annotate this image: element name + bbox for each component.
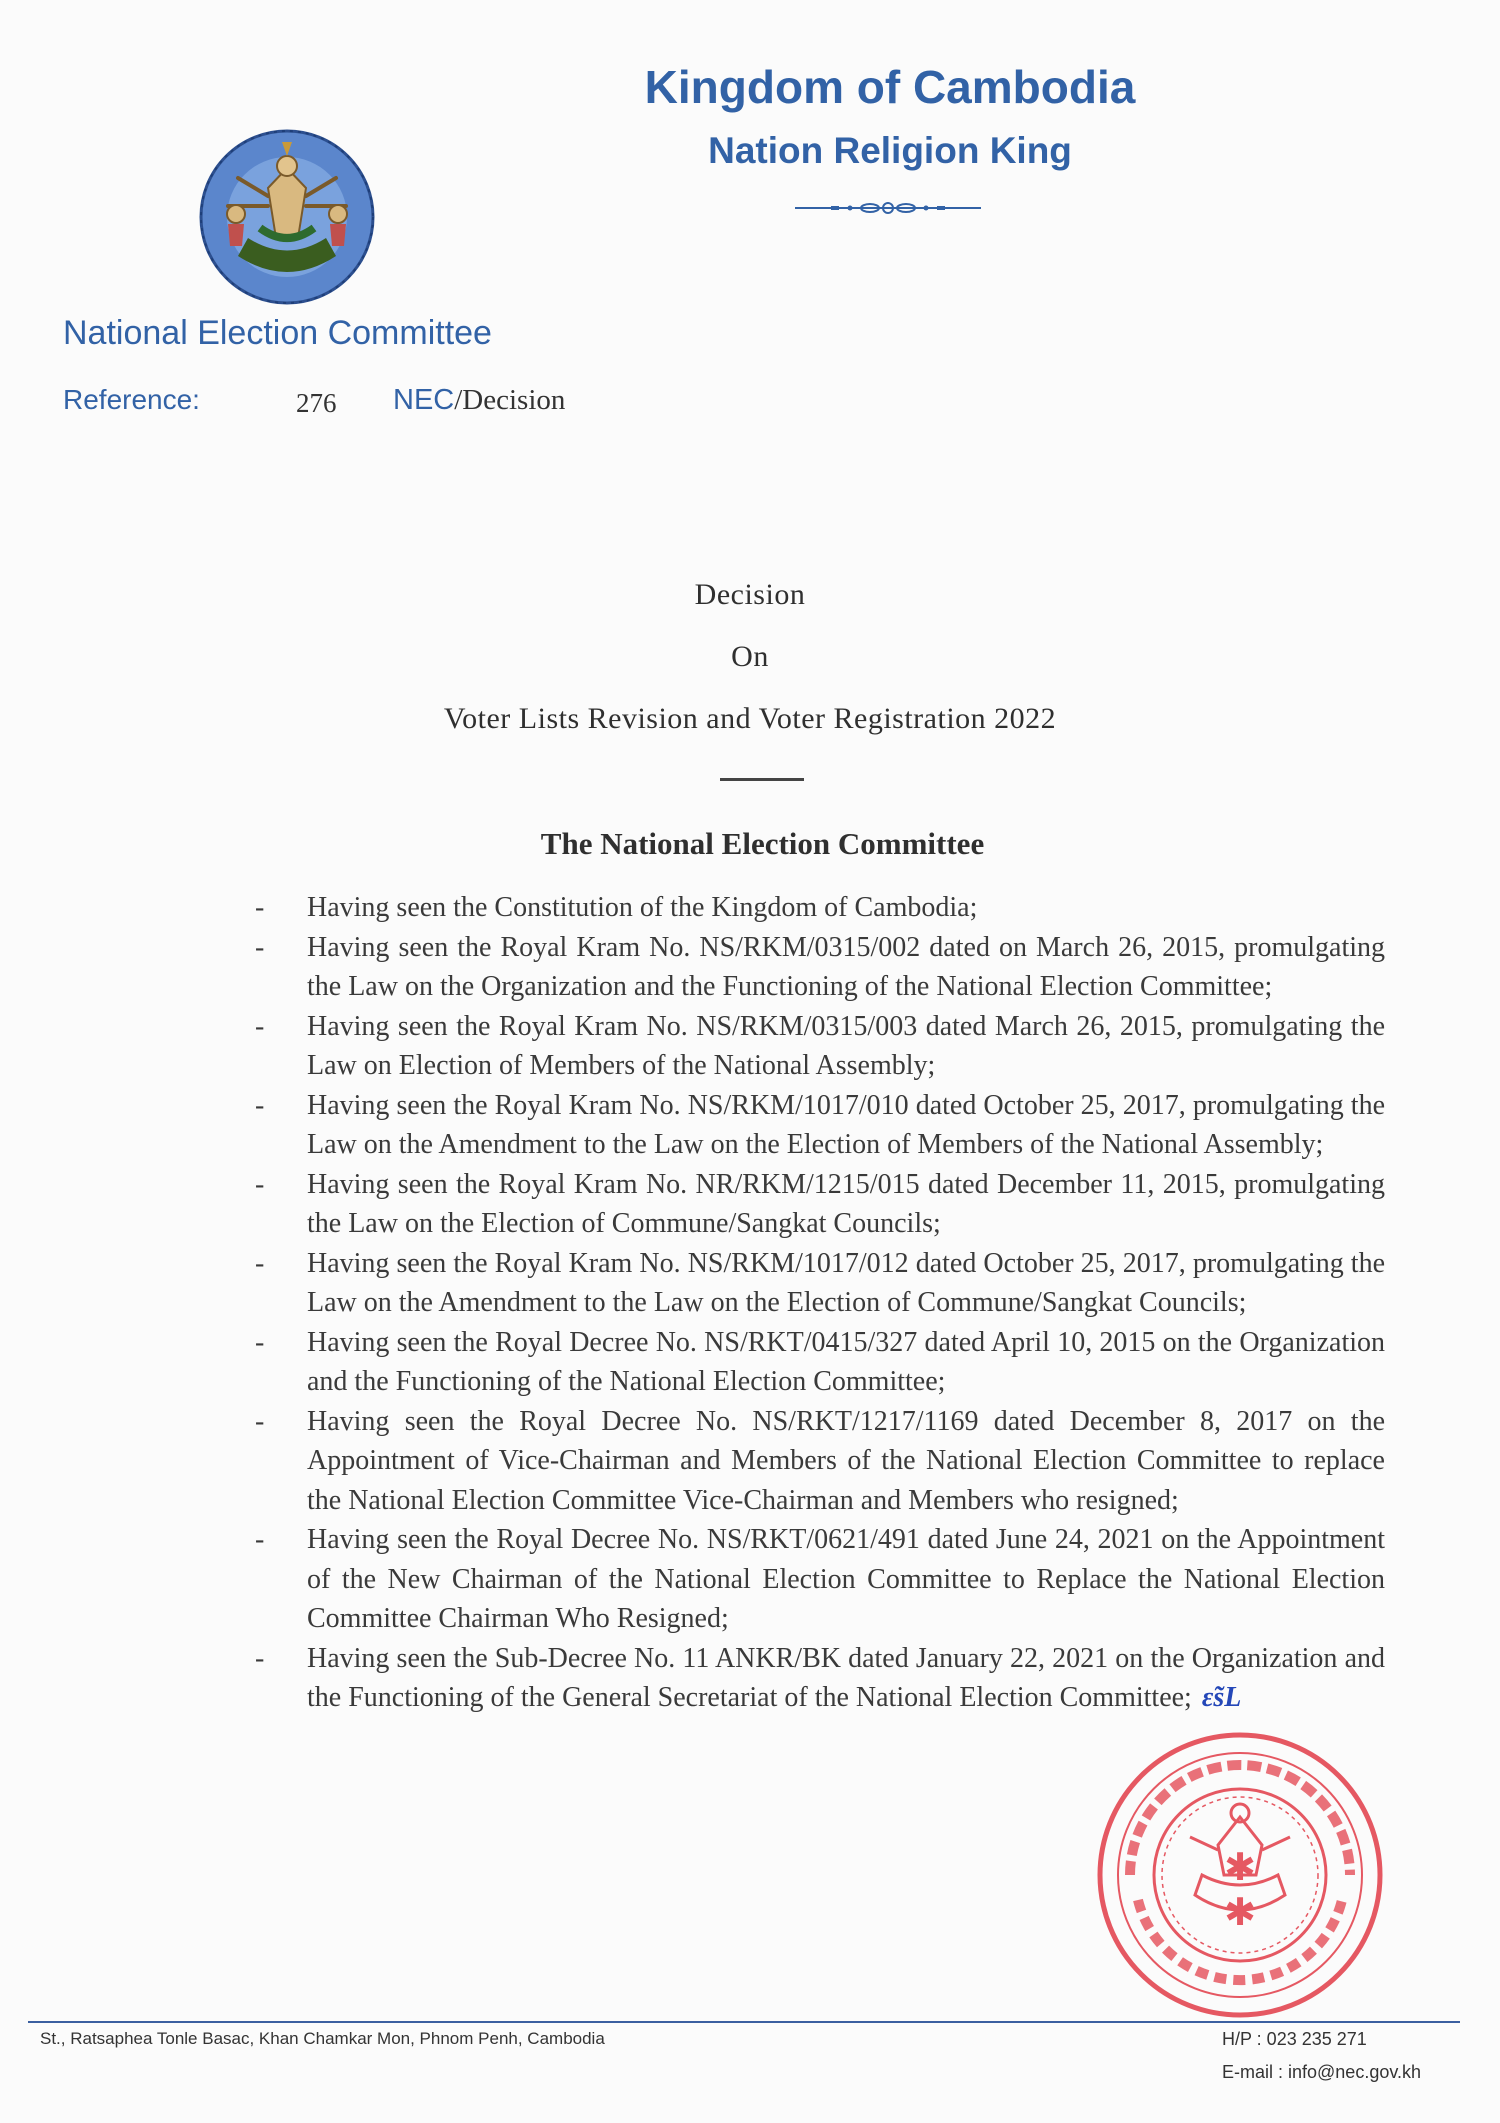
list-bullet: - [255,1326,265,1358]
list-item-text: Having seen the Royal Kram No. NS/RKM/1017/010 dated October 25, 2017, promulgating the Law on the Amendment to the Law on the Election of Members of the National Assembly; [307,1089,1385,1160]
list-item-text: Having seen the Royal Decree No. NS/RKT/1217/1169 dated December 8, 2017 on the Appointment of Vice-Chairman and Members of the National Election Committee to replace the National Election Committee Vice-Chairman and Members who resigned; [307,1405,1385,1516]
list-bullet: - [255,1405,265,1437]
list-item-text: Having seen the Royal Kram No. NS/RKM/0315/003 dated March 26, 2015, promulgating the Law on Election of Members of the National Assembly; [307,1010,1385,1081]
list-bullet: - [255,1089,265,1121]
reference-suffix [393,384,565,417]
list-item [255,1402,1385,1521]
document-title-line3: Voter Lists Revision and Voter Registration 2022 [443,702,1057,735]
list-item-text: Having seen the Royal Kram No. NR/RKM/1215/015 dated December 11, 2015, promulgating the Law on the Election of Commune/Sangkat Councils; [307,1168,1385,1239]
list-item-text: Having seen the Royal Kram No. NS/RKM/1017/012 dated October 25, 2017, promulgating the Law on the Amendment to the Law on the Election of Commune/Sangkat Councils; [307,1247,1385,1318]
list-item [255,1007,1385,1086]
list-item-text: Having seen the Constitution of the Kingdom of Cambodia; [307,892,978,923]
list-item [255,1244,1385,1323]
footer-address: St., Ratsaphea Tonle Basac, Khan Chamkar Mon, Phnom Penh, Cambodia [40,2029,605,2048]
recitals-list [255,888,1385,1718]
handwritten-initials: ɛ̃sL [1201,1682,1242,1713]
footer-divider [28,2021,1460,2023]
document-title-line2: On [731,640,769,673]
reference-number: 276 [296,388,337,418]
list-bullet: - [255,1642,265,1674]
title-divider [720,778,804,781]
official-seal-stamp [1090,1725,1390,2025]
list-item [255,888,1385,928]
list-item [255,1520,1385,1639]
reference-label: Reference: [63,384,200,415]
list-bullet: - [255,1168,265,1200]
list-item-text: Having seen the Royal Kram No. NS/RKM/0315/002 dated on March 26, 2015, promulgating the Law on the Organization and the Functioning of the National Election Committee; [307,931,1385,1002]
organization-name: National Election Committee [63,314,492,352]
country-title: Kingdom of Cambodia [644,61,1136,113]
national-motto: Nation Religion King [708,130,1072,171]
footer-phone: H/P : 023 235 271 [1222,2029,1367,2049]
svg-text:✱: ✱ [1224,1890,1256,1934]
list-bullet: - [255,1524,265,1555]
list-item-text: Having seen the Royal Decree No. NS/RKT/0621/491 dated June 24, 2021 on the Appointment of the New Chairman of the National Election Committee to Replace the National Election Committee Chairman Who Resigned; [307,1524,1385,1634]
list-item [255,1086,1385,1165]
list-bullet: - [255,931,265,963]
list-item [255,928,1385,1007]
document-title-line1: Decision [694,578,806,611]
list-item [255,1639,1385,1718]
nec-emblem-icon [198,128,376,306]
section-heading: The National Election Committee [540,826,985,861]
list-bullet: - [255,1247,265,1279]
reference-suffix-rest: /Decision [454,384,566,416]
list-item [255,1323,1385,1402]
list-item-text: Having seen the Royal Decree No. NS/RKT/0415/327 dated April 10, 2015 on the Organization and the Functioning of the National Election Committee; [307,1326,1385,1397]
list-item-text: Having seen the Sub-Decree No. 11 ANKR/BK dated January 22, 2021 on the Organization and the Functioning of the General Secretariat of the National Election Committee; [307,1642,1385,1713]
reference-suffix-nec: NEC [393,384,455,416]
footer-email: E-mail : info@nec.gov.kh [1222,2062,1422,2082]
list-bullet: - [255,892,265,923]
list-bullet: - [255,1010,265,1042]
divider-ornament-icon [795,198,981,218]
svg-text:✱: ✱ [1224,1845,1256,1889]
list-item [255,1165,1385,1244]
